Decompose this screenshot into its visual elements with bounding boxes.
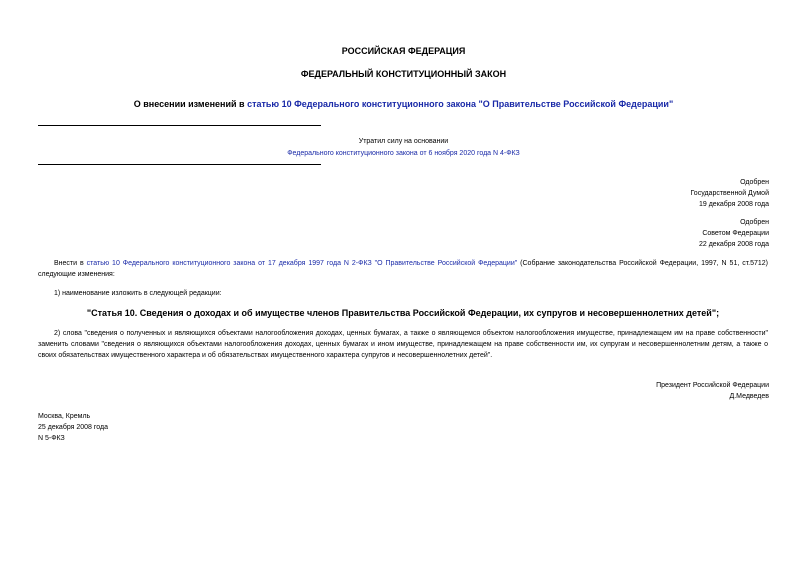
p1-prefix: Внести в bbox=[54, 260, 87, 267]
title-prefix: О внесении изменений в bbox=[133, 99, 248, 109]
document-title bbox=[0, 99, 807, 109]
divider-top bbox=[38, 125, 321, 126]
notice-line2 bbox=[0, 148, 807, 159]
approval-duma bbox=[690, 177, 769, 210]
signature bbox=[656, 380, 769, 402]
footer-place: Москва, Кремль bbox=[38, 413, 91, 420]
approval-council-l3: 22 декабря 2008 года bbox=[698, 241, 769, 248]
title-link[interactable]: статью 10 Федерального конституционного закона "О Правительстве Российской Федерации" bbox=[247, 99, 674, 109]
approval-council bbox=[699, 217, 769, 250]
approval-council-l2: Советом Федерации bbox=[702, 230, 769, 237]
footer-date: 25 декабря 2008 года bbox=[38, 424, 109, 431]
approval-duma-l2: Государственной Думой bbox=[690, 190, 769, 197]
footer bbox=[38, 411, 108, 444]
paragraph-2: 1) наименование изложить в следующей редакции: bbox=[54, 290, 222, 297]
approval-duma-l1: Одобрен bbox=[740, 179, 769, 186]
divider-bottom bbox=[38, 164, 321, 165]
approval-council-l1: Одобрен bbox=[740, 219, 769, 226]
header-country: РОССИЙСКАЯ ФЕДЕРАЦИЯ bbox=[341, 46, 466, 56]
footer-number: N 5-ФКЗ bbox=[38, 435, 65, 442]
notice-line1: Утратил силу на основании bbox=[358, 138, 449, 145]
approval-duma-l3: 19 декабря 2008 года bbox=[698, 201, 769, 208]
p1-link[interactable]: статью 10 Федерального конституционного закона от 17 декабря 1997 года N 2-ФКЗ "О Правительстве Российской Федерации" bbox=[86, 260, 518, 267]
paragraph-1 bbox=[38, 258, 768, 280]
article-title: "Статья 10. Сведения о доходах и об имуществе членов Правительства Российской Федерации, их супругов и несовершеннолетних детей"; bbox=[86, 308, 720, 318]
header-law-type: ФЕДЕРАЛЬНЫЙ КОНСТИТУЦИОННЫЙ ЗАКОН bbox=[300, 69, 507, 79]
p1-suffix: (Собрание законодательства Российской Федерации, 1997, N 51, ст.5712) следующие изменения: bbox=[38, 260, 768, 278]
signature-name: Д.Медведев bbox=[729, 393, 769, 400]
paragraph-3: 2) слова "сведения о полученных и являющихся объектами налогообложения доходах, ценных бумагах, а также о являющемся объектом налогообложения имуществе, принадлежащем им на праве собственности" заменить словами "сведения о являющихся объектами налогообложения доходах, ценных бумагах и ином имуществе, принадлежащем на праве собственности им, их супругам и несовершеннолетним детям, а также о своих обязательствах имущественного характера и об обязательствах имущественного характера супругов и несовершеннолетних детей". bbox=[38, 330, 768, 359]
signature-position: Президент Российской Федерации bbox=[656, 382, 769, 389]
notice-link[interactable]: Федерального конституционного закона от 6 ноября 2020 года N 4-ФКЗ bbox=[287, 150, 520, 157]
